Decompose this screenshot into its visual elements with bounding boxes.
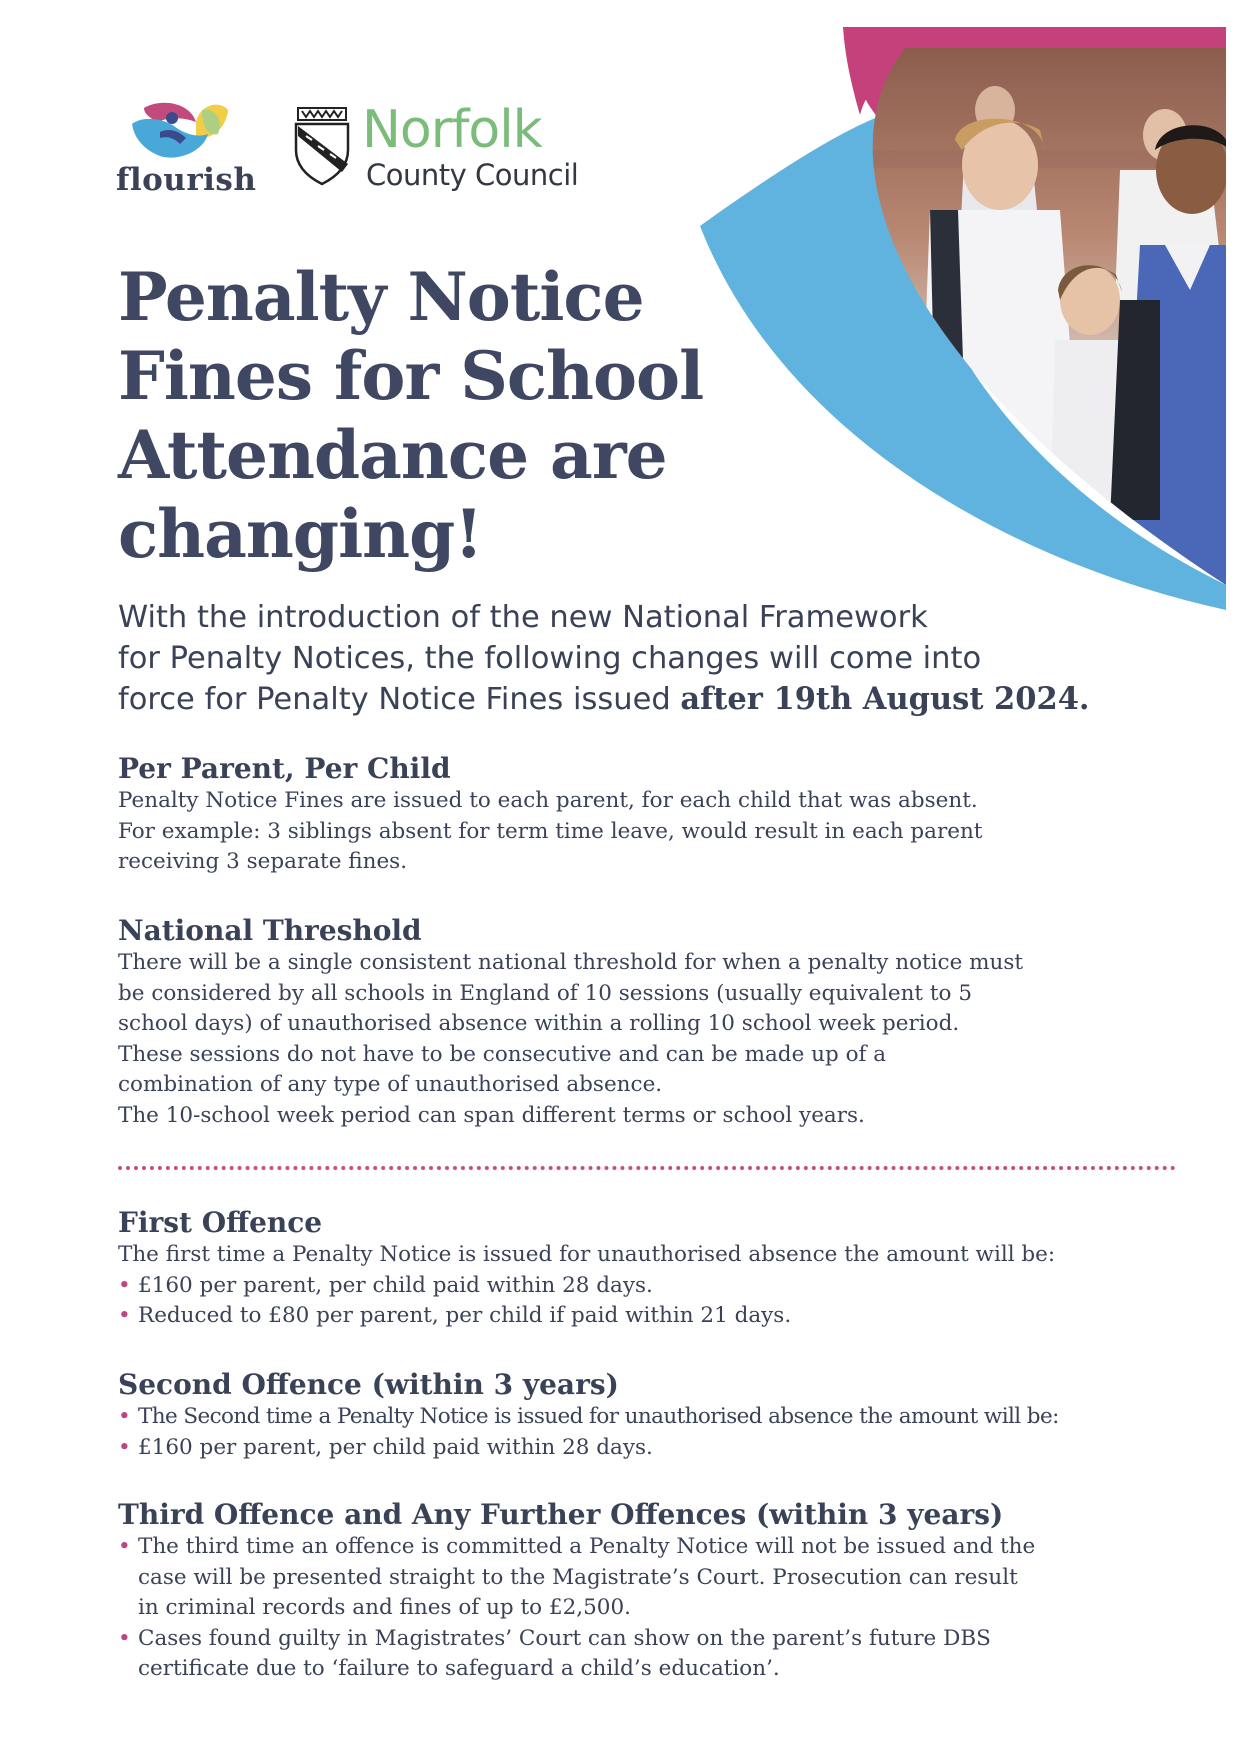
flourish-wordmark: flourish <box>116 162 257 198</box>
body-line: combination of any type of unauthorised absence. <box>118 1072 663 1097</box>
section-second-offence <box>118 1368 1188 1463</box>
body-line: school days) of unauthorised absence within a rolling 10 school week period. <box>118 1011 960 1036</box>
section-third-offence <box>118 1498 1188 1685</box>
title-line: changing! <box>118 495 483 573</box>
intro-end: . <box>1078 681 1090 717</box>
intro-date-emphasis: after 19th August 2024 <box>680 681 1079 717</box>
section-heading: National Threshold <box>118 914 422 947</box>
intro-line: for Penalty Notices, the following changes will come into <box>118 641 982 676</box>
section-heading: Second Offence (within 3 years) <box>118 1368 619 1401</box>
bullet-text: £160 per parent, per child paid within 28 days. <box>138 1272 653 1298</box>
bullet-text-line: Cases found guilty in Magistrates’ Court can show on the parent’s future DBS <box>138 1625 991 1651</box>
bullet-text-line: The third time an offence is committed a Penalty Notice will not be issued and the <box>138 1534 1036 1559</box>
flourish-emblem-icon <box>130 100 230 170</box>
bullet-item <box>118 1271 1188 1302</box>
intro-line: force for Penalty Notice Fines issued <box>118 682 681 717</box>
bullet-text-line: case will be presented straight to the Magistrate’s Court. Prosecution can result <box>138 1564 1018 1590</box>
bullet-item <box>118 1532 1188 1624</box>
title-line: Attendance are <box>118 416 667 494</box>
title-line: Penalty Notice <box>118 258 644 336</box>
bullet-dot-icon: • <box>118 1434 131 1460</box>
bullet-item <box>118 1624 1188 1685</box>
bullet-item <box>118 1433 1188 1464</box>
council-subtitle-text: County Council <box>366 158 579 192</box>
section-per-parent <box>118 752 1188 878</box>
body-line: be considered by all schools in England of 10 sessions (usually equivalent to 5 <box>118 980 972 1006</box>
page-title <box>118 258 798 574</box>
intro-line: With the introduction of the new National Framework <box>118 600 928 635</box>
body-line: The 10-school week period can span different terms or school years. <box>118 1102 865 1128</box>
body-line: There will be a single consistent national threshold for when a penalty notice must <box>118 950 1024 975</box>
flourish-logo <box>110 100 260 200</box>
section-heading: Third Offence and Any Further Offences (within 3 years) <box>118 1498 1004 1531</box>
bullet-item <box>118 1402 1188 1433</box>
bullet-dot-icon: • <box>118 1404 131 1429</box>
section-body <box>118 786 1188 878</box>
norfolk-county-council-logo <box>292 100 592 198</box>
section-national-threshold <box>118 914 1188 1131</box>
bullet-dot-icon: • <box>118 1303 131 1328</box>
bullet-text-line: in criminal records and fines of up to £2,500. <box>138 1595 631 1620</box>
section-intro: The first time a Penalty Notice is issued for unauthorised absence the amount will be: <box>118 1242 1056 1267</box>
bullet-text: £160 per parent, per child paid within 28 days. <box>138 1434 653 1460</box>
body-line: These sessions do not have to be consecutive and can be made up of a <box>118 1041 887 1067</box>
council-name-text: Norfolk <box>362 100 542 160</box>
intro-paragraph <box>118 597 1178 720</box>
section-first-offence <box>118 1206 1188 1332</box>
body-line: receiving 3 separate fines. <box>118 849 408 874</box>
bullet-dot-icon: • <box>118 1272 131 1298</box>
bullet-dot-icon: • <box>118 1625 131 1651</box>
title-line: Fines for School <box>118 337 704 415</box>
bullet-text: The Second time a Penalty Notice is issued for unauthorised absence the amount will be: <box>138 1404 1059 1429</box>
section-body <box>118 948 1188 1131</box>
bullet-text-line: certificate due to ‘failure to safeguard a child’s education’. <box>138 1656 780 1681</box>
section-heading: First Offence <box>118 1206 323 1239</box>
bullet-item <box>118 1301 1188 1332</box>
section-heading: Per Parent, Per Child <box>118 752 451 785</box>
body-line: Penalty Notice Fines are issued to each parent, for each child that was absent. <box>118 788 978 813</box>
dotted-divider <box>118 1166 1176 1170</box>
body-line: For example: 3 siblings absent for term time leave, would result in each parent <box>118 818 983 844</box>
bullet-text: Reduced to £80 per parent, per child if paid within 21 days. <box>138 1303 792 1328</box>
council-crest-icon <box>292 106 352 186</box>
bullet-dot-icon: • <box>118 1534 131 1559</box>
